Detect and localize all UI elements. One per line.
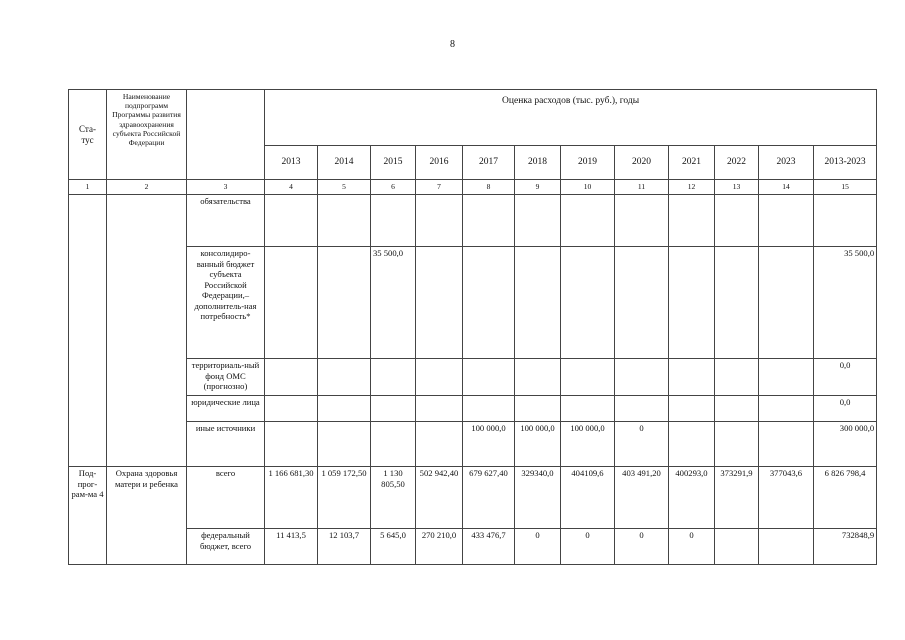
year-cell: 2022 xyxy=(715,146,759,180)
status-cell xyxy=(69,195,107,467)
page-number: 8 xyxy=(450,39,455,50)
value-cell: 1 166 681,30 xyxy=(265,467,318,529)
col-number: 1 xyxy=(69,180,107,195)
value-cell: 0 xyxy=(615,529,669,565)
value-cell: 0 xyxy=(561,529,615,565)
value-cell: 300 000,0 xyxy=(814,422,877,467)
source-cell: обязательства xyxy=(187,195,265,247)
value-cell: 0,0 xyxy=(814,359,877,396)
col-number: 10 xyxy=(561,180,615,195)
value-cell: 679 627,40 xyxy=(463,467,515,529)
value-cell: 329340,0 xyxy=(515,467,561,529)
value-cell: 0 xyxy=(615,422,669,467)
value-cell: 100 000,0 xyxy=(463,422,515,467)
value-cell: 0,0 xyxy=(814,396,877,422)
value-cell: 5 645,0 xyxy=(371,529,416,565)
col-number: 11 xyxy=(615,180,669,195)
row-other-sources xyxy=(69,422,877,467)
expenditure-title: Оценка расходов (тыс. руб.), годы xyxy=(265,90,877,146)
value-cell: 502 942,40 xyxy=(416,467,463,529)
value-cell: 400293,0 xyxy=(669,467,715,529)
col-number: 2 xyxy=(107,180,187,195)
value-cell: 0 xyxy=(515,529,561,565)
row-territorial xyxy=(69,359,877,396)
value-cell: 6 826 798,4 xyxy=(814,467,877,529)
year-cell: 2019 xyxy=(561,146,615,180)
col-number: 14 xyxy=(759,180,814,195)
col-number: 5 xyxy=(318,180,371,195)
col-number: 3 xyxy=(187,180,265,195)
value-cell: 35 500,0 xyxy=(371,247,416,359)
value-cell: 270 210,0 xyxy=(416,529,463,565)
year-cell: 2017 xyxy=(463,146,515,180)
col-number: 6 xyxy=(371,180,416,195)
col-number: 9 xyxy=(515,180,561,195)
value-cell: 403 491,20 xyxy=(615,467,669,529)
value-cell: 433 476,7 xyxy=(463,529,515,565)
value-cell: 100 000,0 xyxy=(515,422,561,467)
source-cell: консолидиро-ванный бюджет субъекта Российской Федерации,– дополнитель-ная потребность* xyxy=(187,247,265,359)
value-cell: 404109,6 xyxy=(561,467,615,529)
col-number: 8 xyxy=(463,180,515,195)
value-cell: 35 500,0 xyxy=(814,247,877,359)
name-header: Наименование подпрограмм Программы развития здравоохранения субъекта Российской Федерации xyxy=(107,90,187,180)
year-cell: 2020 xyxy=(615,146,669,180)
source-cell: всего xyxy=(187,467,265,529)
source-cell: федеральный бюджет, всего xyxy=(187,529,265,565)
value-cell: 732848,9 xyxy=(814,529,877,565)
year-cell: 2013-2023 xyxy=(814,146,877,180)
value-cell: 1 130 805,50 xyxy=(371,467,416,529)
column-number-row xyxy=(69,180,877,195)
value-cell: 12 103,7 xyxy=(318,529,371,565)
source-cell: территориаль-ный фонд ОМС (прогнозно) xyxy=(187,359,265,396)
year-cell: 2016 xyxy=(416,146,463,180)
value-cell: 11 413,5 xyxy=(265,529,318,565)
value-cell: 373291,9 xyxy=(715,467,759,529)
value-cell: 100 000,0 xyxy=(561,422,615,467)
col-number: 12 xyxy=(669,180,715,195)
status-header: Ста- тус xyxy=(69,90,107,180)
col-number: 13 xyxy=(715,180,759,195)
col-number: 4 xyxy=(265,180,318,195)
value-cell: 377043,6 xyxy=(759,467,814,529)
year-cell: 2013 xyxy=(265,146,318,180)
year-cell: 2014 xyxy=(318,146,371,180)
value-cell: 0 xyxy=(669,529,715,565)
row-federal-budget xyxy=(69,529,877,565)
col-number: 15 xyxy=(814,180,877,195)
status-cell: Под-прог-рам-ма 4 xyxy=(69,467,107,565)
row-subprogram4-total xyxy=(69,467,877,529)
row-consolidated xyxy=(69,247,877,359)
source-cell: иные источники xyxy=(187,422,265,467)
expenditure-table xyxy=(68,89,877,565)
year-cell: 2023 xyxy=(759,146,814,180)
row-legal-entities xyxy=(69,396,877,422)
row-obligations xyxy=(69,195,877,247)
year-cell: 2015 xyxy=(371,146,416,180)
subprogram-name: Охрана здоровья матери и ребенка xyxy=(107,467,187,565)
year-cell: 2018 xyxy=(515,146,561,180)
year-cell: 2021 xyxy=(669,146,715,180)
value-cell: 1 059 172,50 xyxy=(318,467,371,529)
source-cell: юридические лица xyxy=(187,396,265,422)
col-number: 7 xyxy=(416,180,463,195)
name-cell xyxy=(107,195,187,467)
source-header xyxy=(187,90,265,180)
